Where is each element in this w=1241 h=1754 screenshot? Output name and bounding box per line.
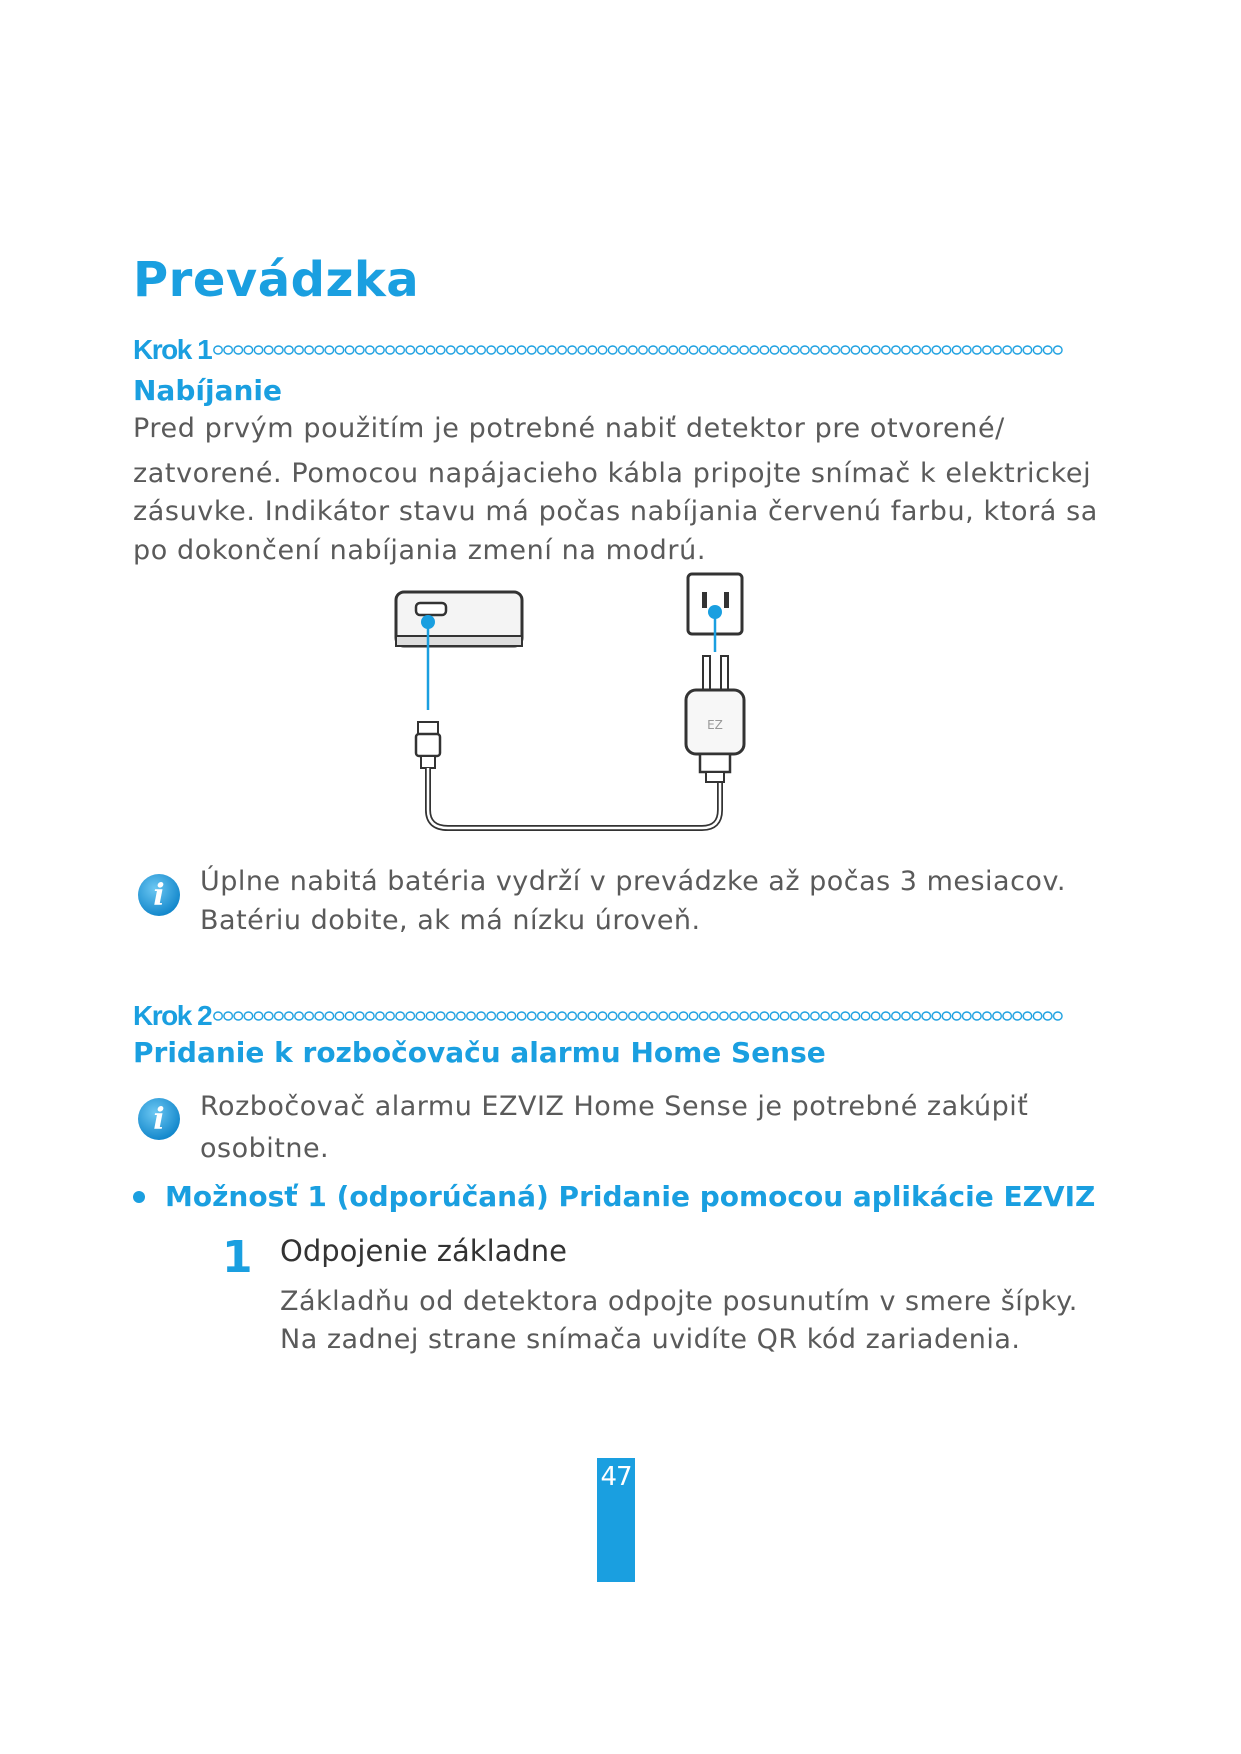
option-1-title: Možnosť 1 (odporúčaná) Pridanie pomocou aplikácie EZVIZ xyxy=(165,1180,1096,1213)
charging-diagram-icon xyxy=(380,570,800,850)
step-2-heading: Pridanie k rozbočovaču alarmu Home Sense xyxy=(133,1036,826,1069)
chain-divider-1 xyxy=(213,340,1063,360)
step-1-paragraph xyxy=(133,410,1098,570)
svg-text:EZ: EZ xyxy=(707,718,723,732)
paragraph-line: po dokončení nabíjania zmení na modrú. xyxy=(133,534,707,566)
substep-body-line: Základňu od detektora odpojte posunutím v smere šípky. xyxy=(280,1286,1078,1317)
bullet-icon xyxy=(133,1191,145,1203)
svg-text:i: i xyxy=(153,878,165,913)
step-1-label: Krok 1 xyxy=(133,334,212,365)
option-1-heading xyxy=(133,1180,1095,1213)
info-icon xyxy=(136,1096,182,1142)
step-2-note xyxy=(200,1086,1080,1170)
note-line: Rozbočovač alarmu EZVIZ Home Sense je potrebné zakúpiť xyxy=(200,1091,1029,1122)
paragraph-line: zásuvke. Indikátor stavu má počas nabíjania červenú farbu, ktorá sa xyxy=(133,496,1098,527)
substep-body xyxy=(280,1283,1078,1359)
chain-divider-2 xyxy=(213,1006,1063,1026)
note-line: Batériu dobite, ak má nízku úroveň. xyxy=(200,905,701,936)
svg-text:i: i xyxy=(153,1102,165,1137)
note-line: Úplne nabitá batéria vydrží v prevádzke až počas 3 mesiacov. xyxy=(200,866,1066,897)
substep-number: 1 xyxy=(222,1232,253,1283)
step-1-header xyxy=(133,332,1063,368)
paragraph-line: zatvorené. Pomocou napájacieho kábla pripojte snímač k elektrickej xyxy=(133,457,1092,489)
paragraph-line: Pred prvým použitím je potrebné nabiť detektor pre otvorené/ xyxy=(133,413,1005,444)
substep-body-line: Na zadnej strane snímača uvidíte QR kód zariadenia. xyxy=(280,1324,1021,1355)
step-1-note xyxy=(200,862,1080,940)
step-1-heading: Nabíjanie xyxy=(133,374,282,407)
step-2-label: Krok 2 xyxy=(133,1000,212,1031)
note-line: osobitne. xyxy=(200,1133,330,1164)
page-title: Prevádzka xyxy=(133,252,420,308)
step-2-header xyxy=(133,998,1063,1034)
page-number: 47 xyxy=(597,1458,635,1582)
info-icon xyxy=(136,872,182,918)
substep-title: Odpojenie základne xyxy=(280,1234,568,1268)
